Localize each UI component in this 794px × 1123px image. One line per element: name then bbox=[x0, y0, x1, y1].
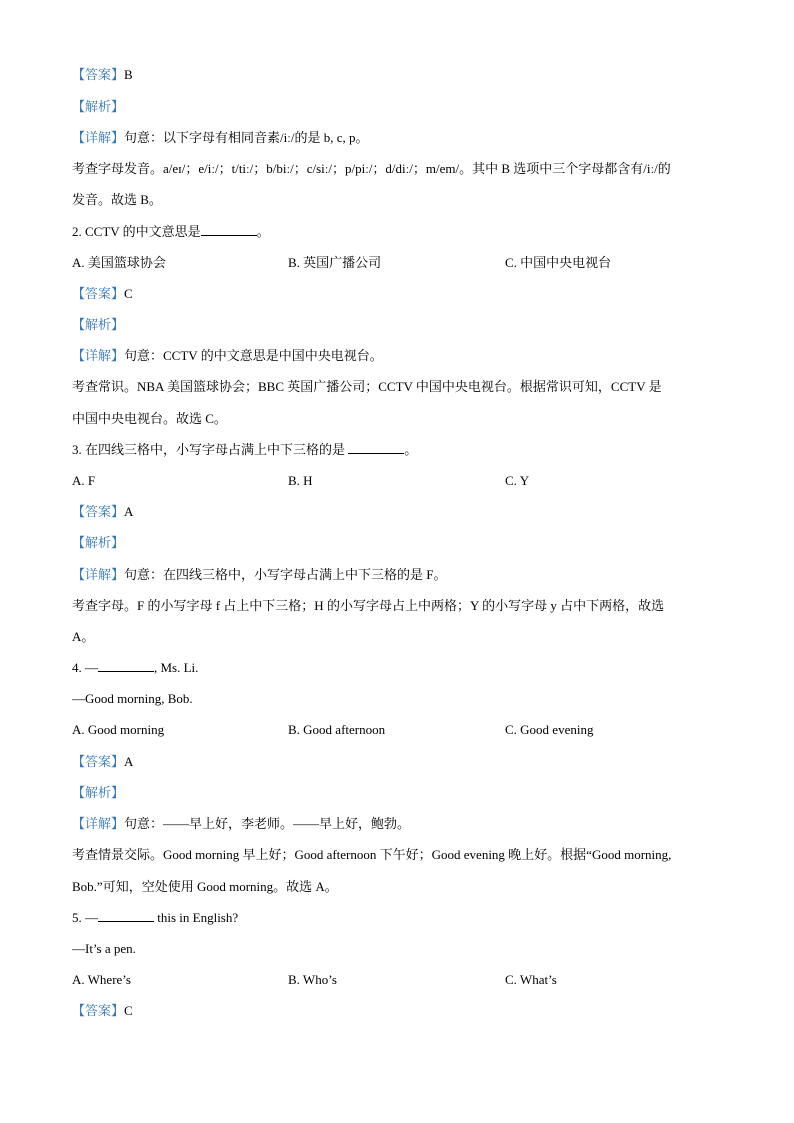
question-2-option-c: C. 中国中央电视台 bbox=[505, 255, 612, 270]
detail-tag: 【详解】 bbox=[72, 130, 125, 145]
question-5-reply: —It’s a pen. bbox=[72, 941, 136, 956]
detail-text: 句意：以下字母有相同音素/iː/的是 b, c, p。 bbox=[124, 130, 369, 145]
question-3-option-b: B. H bbox=[288, 473, 313, 488]
explain-line-q4-2: Bob.”可知，空处使用 Good morning。故选 A。 bbox=[72, 879, 338, 894]
answer-line-q4: 【答案】A bbox=[72, 754, 134, 769]
answer-blank bbox=[348, 441, 404, 454]
answer-line-q5: 【答案】C bbox=[72, 1003, 133, 1018]
analysis-tag-q4: 【解析】 bbox=[72, 785, 125, 800]
answer-blank bbox=[201, 223, 257, 236]
explain-line-2: 发音。故选 B。 bbox=[72, 192, 162, 207]
explain-line-q2-2: 中国中央电视台。故选 C。 bbox=[72, 411, 227, 426]
analysis-tag-q1: 【解析】 bbox=[72, 99, 125, 114]
analysis-tag-q2: 【解析】 bbox=[72, 317, 125, 332]
explain-line-q3-1: 考查字母。F 的小写字母 f 占上中下三格；H 的小写字母占上中两格；Y 的小写字母 y 占中下两格，故选 bbox=[72, 598, 665, 613]
detail-line-q1 bbox=[72, 129, 368, 147]
question-5-option-a: A. Where’s bbox=[72, 972, 131, 987]
answer-tag: 【答案】 bbox=[72, 67, 125, 82]
question-4-stem: 4. — , Ms. Li. bbox=[72, 660, 199, 675]
question-3-stem: 3. 在四线三格中，小写字母占满上中下三格的是 。 bbox=[72, 442, 418, 457]
answer-line-q2: 【答案】C bbox=[72, 286, 133, 301]
question-2-option-b: B. 英国广播公司 bbox=[288, 255, 382, 270]
answer-value: B bbox=[124, 67, 133, 82]
question-4-reply: —Good morning, Bob. bbox=[72, 691, 193, 706]
explain-line-q2-1: 考查常识。NBA 美国篮球协会；BBC 英国广播公司；CCTV 中国中央电视台。根据常识可知，CCTV 是 bbox=[72, 379, 662, 394]
detail-line-q4: 【详解】句意：——早上好，李老师。——早上好，鲍勃。 bbox=[72, 816, 411, 831]
question-4-option-c: C. Good evening bbox=[505, 722, 594, 737]
detail-line-q2: 【详解】句意：CCTV 的中文意思是中国中央电视台。 bbox=[72, 348, 383, 363]
question-4-option-a: A. Good morning bbox=[72, 722, 165, 737]
explain-line-q4-1: 考查情景交际。Good morning 早上好；Good afternoon 下午好；Good evening 晚上好。根据“Good morning, bbox=[72, 847, 672, 862]
question-3-option-a: A. F bbox=[72, 473, 96, 488]
answer-line-q1 bbox=[72, 66, 133, 84]
explain-line-1: 考查字母发音。a/eɪ/；e/iː/；t/tiː/；b/biː/；c/siː/；p/piː/；d/diː/；m/em/。其中 B 选项中三个字母都含有/iː/的 bbox=[72, 161, 671, 176]
answer-blank bbox=[98, 909, 154, 922]
question-4-option-b: B. Good afternoon bbox=[288, 722, 386, 737]
detail-line-q3: 【详解】句意：在四线三格中，小写字母占满上中下三格的是 F。 bbox=[72, 567, 447, 582]
question-5-option-c: C. What’s bbox=[505, 972, 557, 987]
question-2-stem: 2. CCTV 的中文意思是 。 bbox=[72, 224, 270, 239]
answer-blank bbox=[98, 659, 154, 672]
question-5-option-b: B. Who’s bbox=[288, 972, 337, 987]
explain-line-q3-2: A。 bbox=[72, 629, 95, 644]
question-3-option-c: C. Y bbox=[505, 473, 530, 488]
question-2-option-a: A. 美国篮球协会 bbox=[72, 255, 166, 270]
question-5-stem: 5. — this in English? bbox=[72, 910, 239, 925]
answer-line-q3: 【答案】A bbox=[72, 504, 134, 519]
analysis-tag-q3: 【解析】 bbox=[72, 535, 125, 550]
